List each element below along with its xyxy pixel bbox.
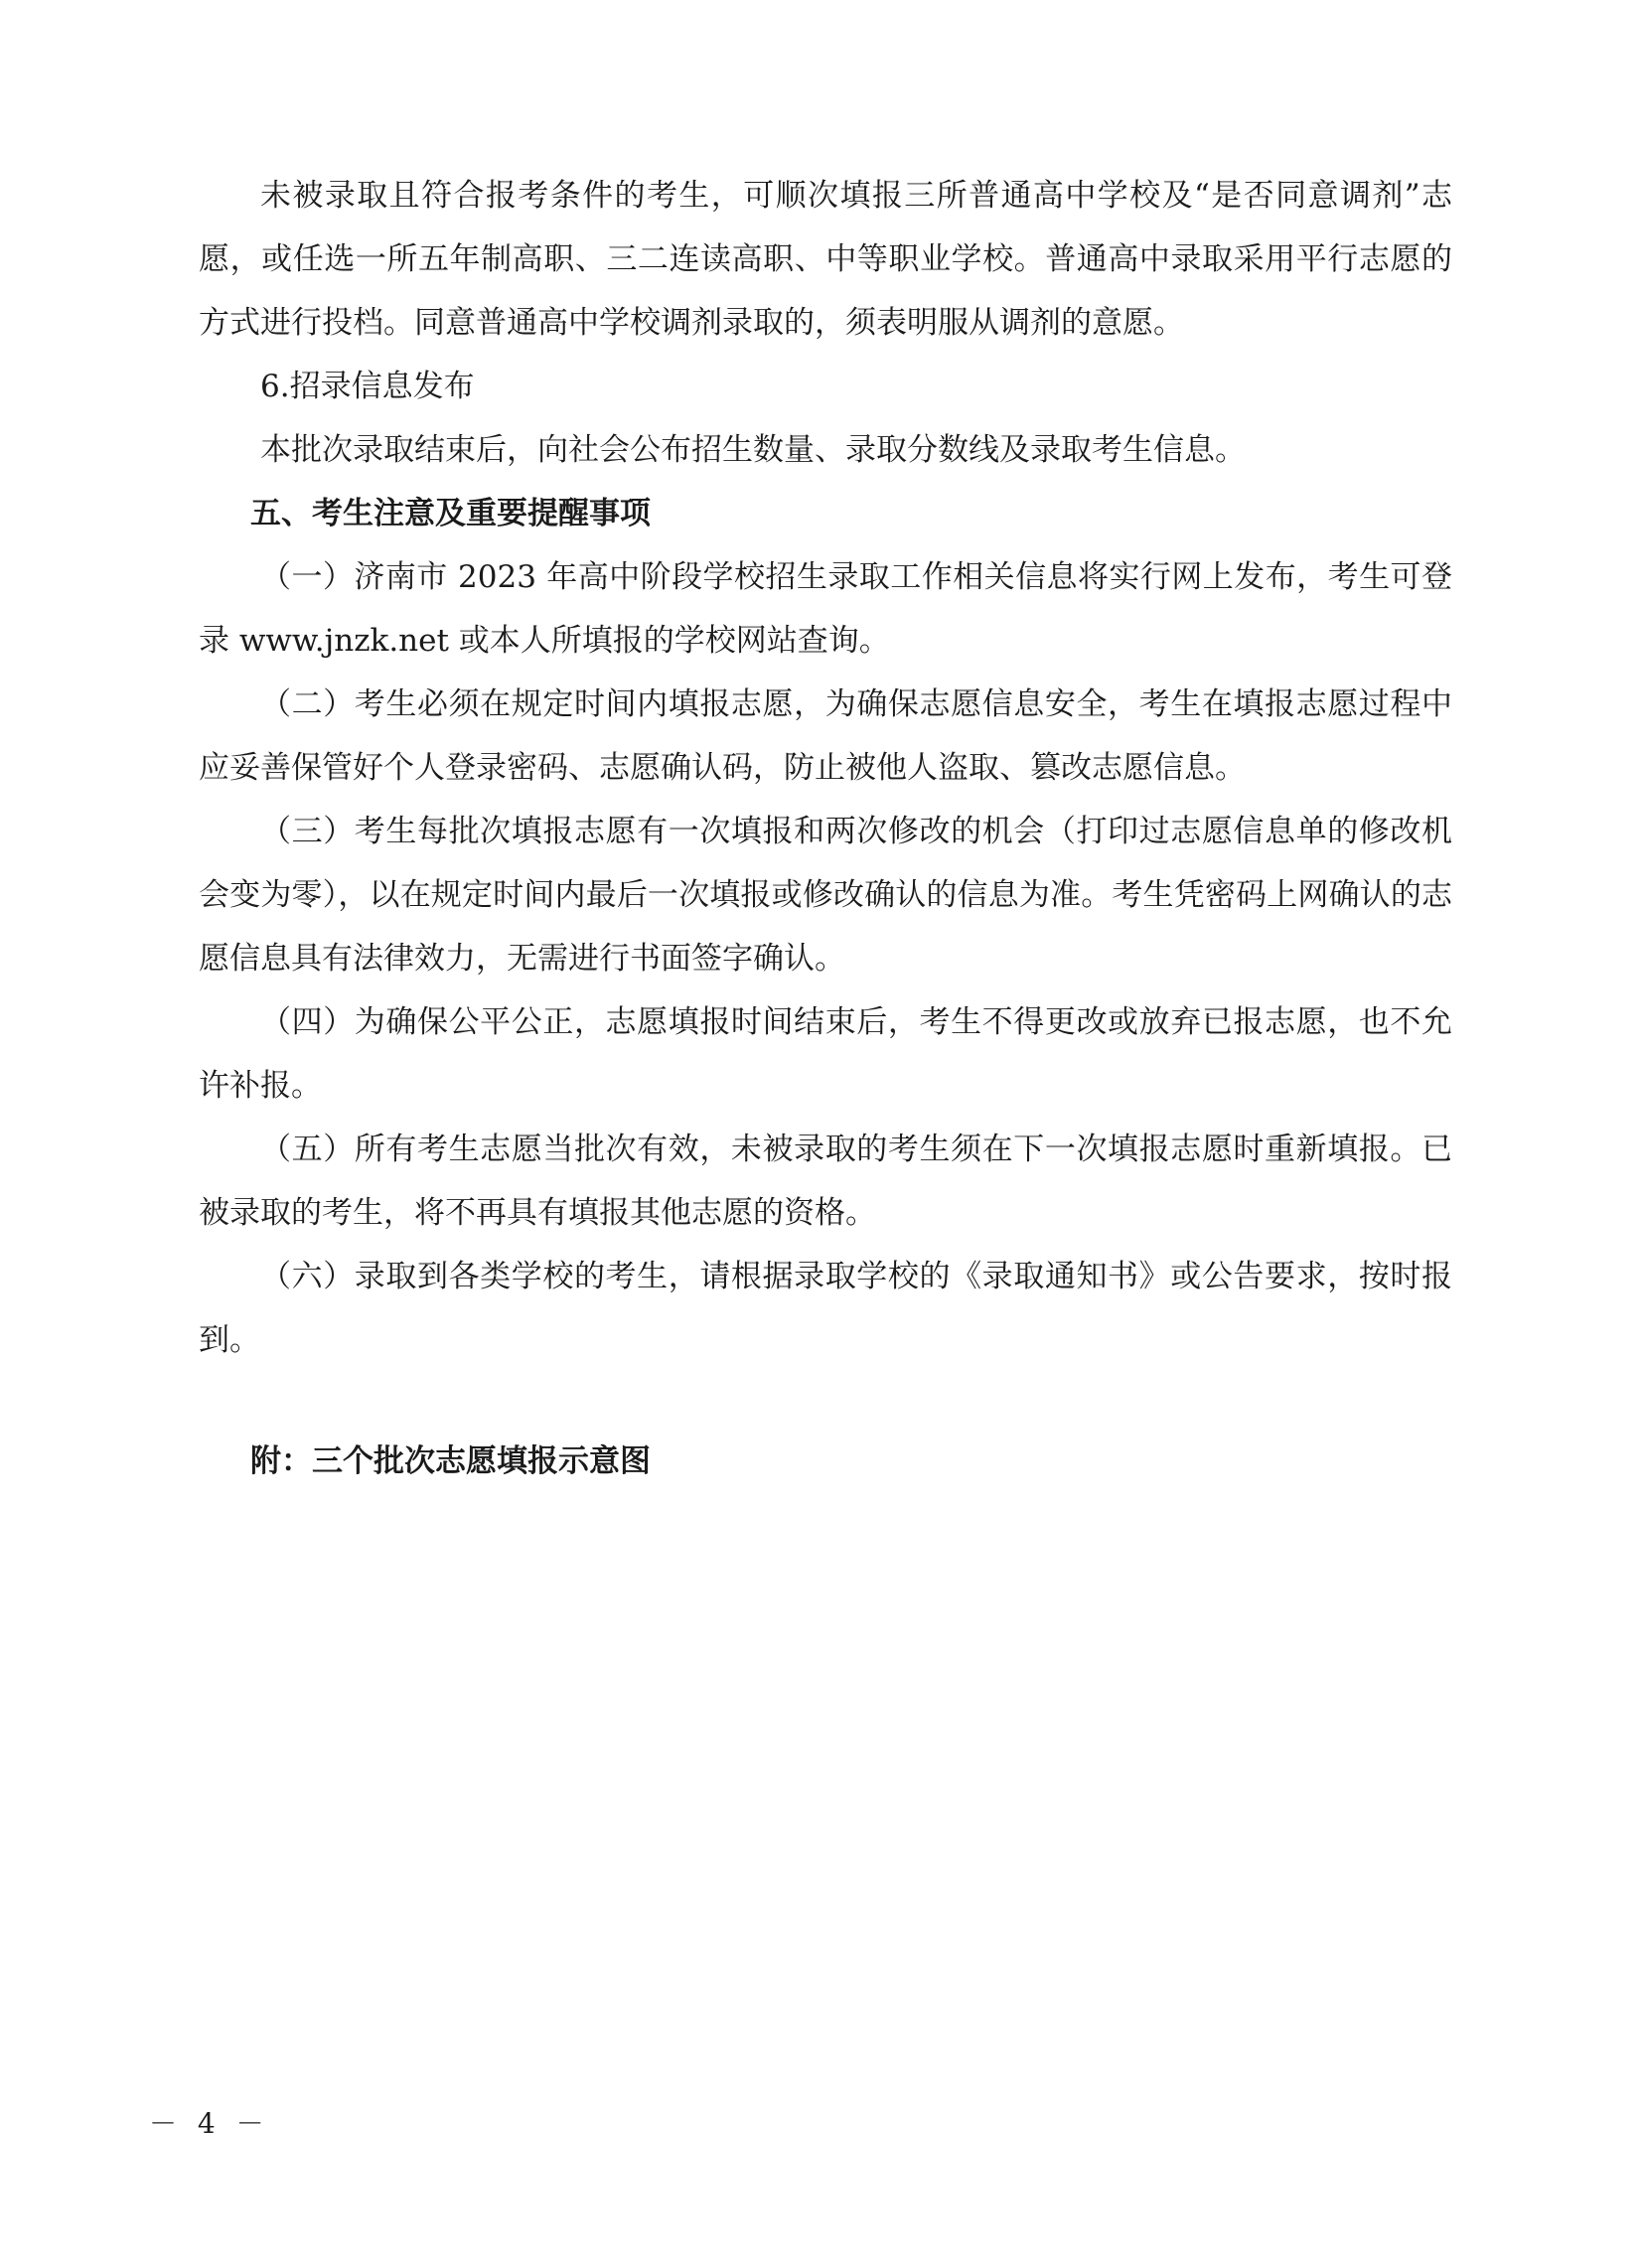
notice-item-6: （六）录取到各类学校的考生，请根据录取学校的《录取通知书》或公告要求，按时报到。	[199, 1259, 1452, 1358]
attachment-title: 附：三个批次志愿填报示意图	[250, 1443, 651, 1479]
section-6-title: 6.招录信息发布	[260, 369, 475, 404]
page-number: － 4 －	[149, 2107, 270, 2140]
notice-item-4: （四）为确保公平公正，志愿填报时间结束后，考生不得更改或放弃已报志愿，也不允许补报。	[199, 1004, 1452, 1104]
notice-item-1: （一）济南市 2023 年高中阶段学校招生录取工作相关信息将实行网上发布，考生可登录 www.jnzk.net 或本人所填报的学校网站查询。	[199, 559, 1452, 659]
paragraph-admission-rules: 未被录取且符合报考条件的考生，可顺次填报三所普通高中学校及“是否同意调剂”志愿，或任选一所五年制高职、三二连读高职、中等职业学校。普通高中录取采用平行志愿的方式进行投档。同意普通高中学校调剂录取的，须表明服从调剂的意愿。	[199, 178, 1452, 341]
document-body	[199, 164, 1452, 1493]
notice-item-3: （三）考生每批次填报志愿有一次填报和两次修改的机会（打印过志愿信息单的修改机会变为零），以在规定时间内最后一次填报或修改确认的信息为准。考生凭密码上网确认的志愿信息具有法律效力，无需进行书面签字确认。	[199, 814, 1452, 977]
section-5-heading: 五、考生注意及重要提醒事项	[250, 496, 651, 531]
notice-item-5: （五）所有考生志愿当批次有效，未被录取的考生须在下一次填报志愿时重新填报。已被录取的考生，将不再具有填报其他志愿的资格。	[199, 1132, 1452, 1231]
paragraph-info-release: 本批次录取结束后，向社会公布招生数量、录取分数线及录取考生信息。	[260, 432, 1246, 468]
notice-item-2: （二）考生必须在规定时间内填报志愿，为确保志愿信息安全，考生在填报志愿过程中应妥善保管好个人登录密码、志愿确认码，防止被他人盗取、篡改志愿信息。	[199, 686, 1452, 786]
